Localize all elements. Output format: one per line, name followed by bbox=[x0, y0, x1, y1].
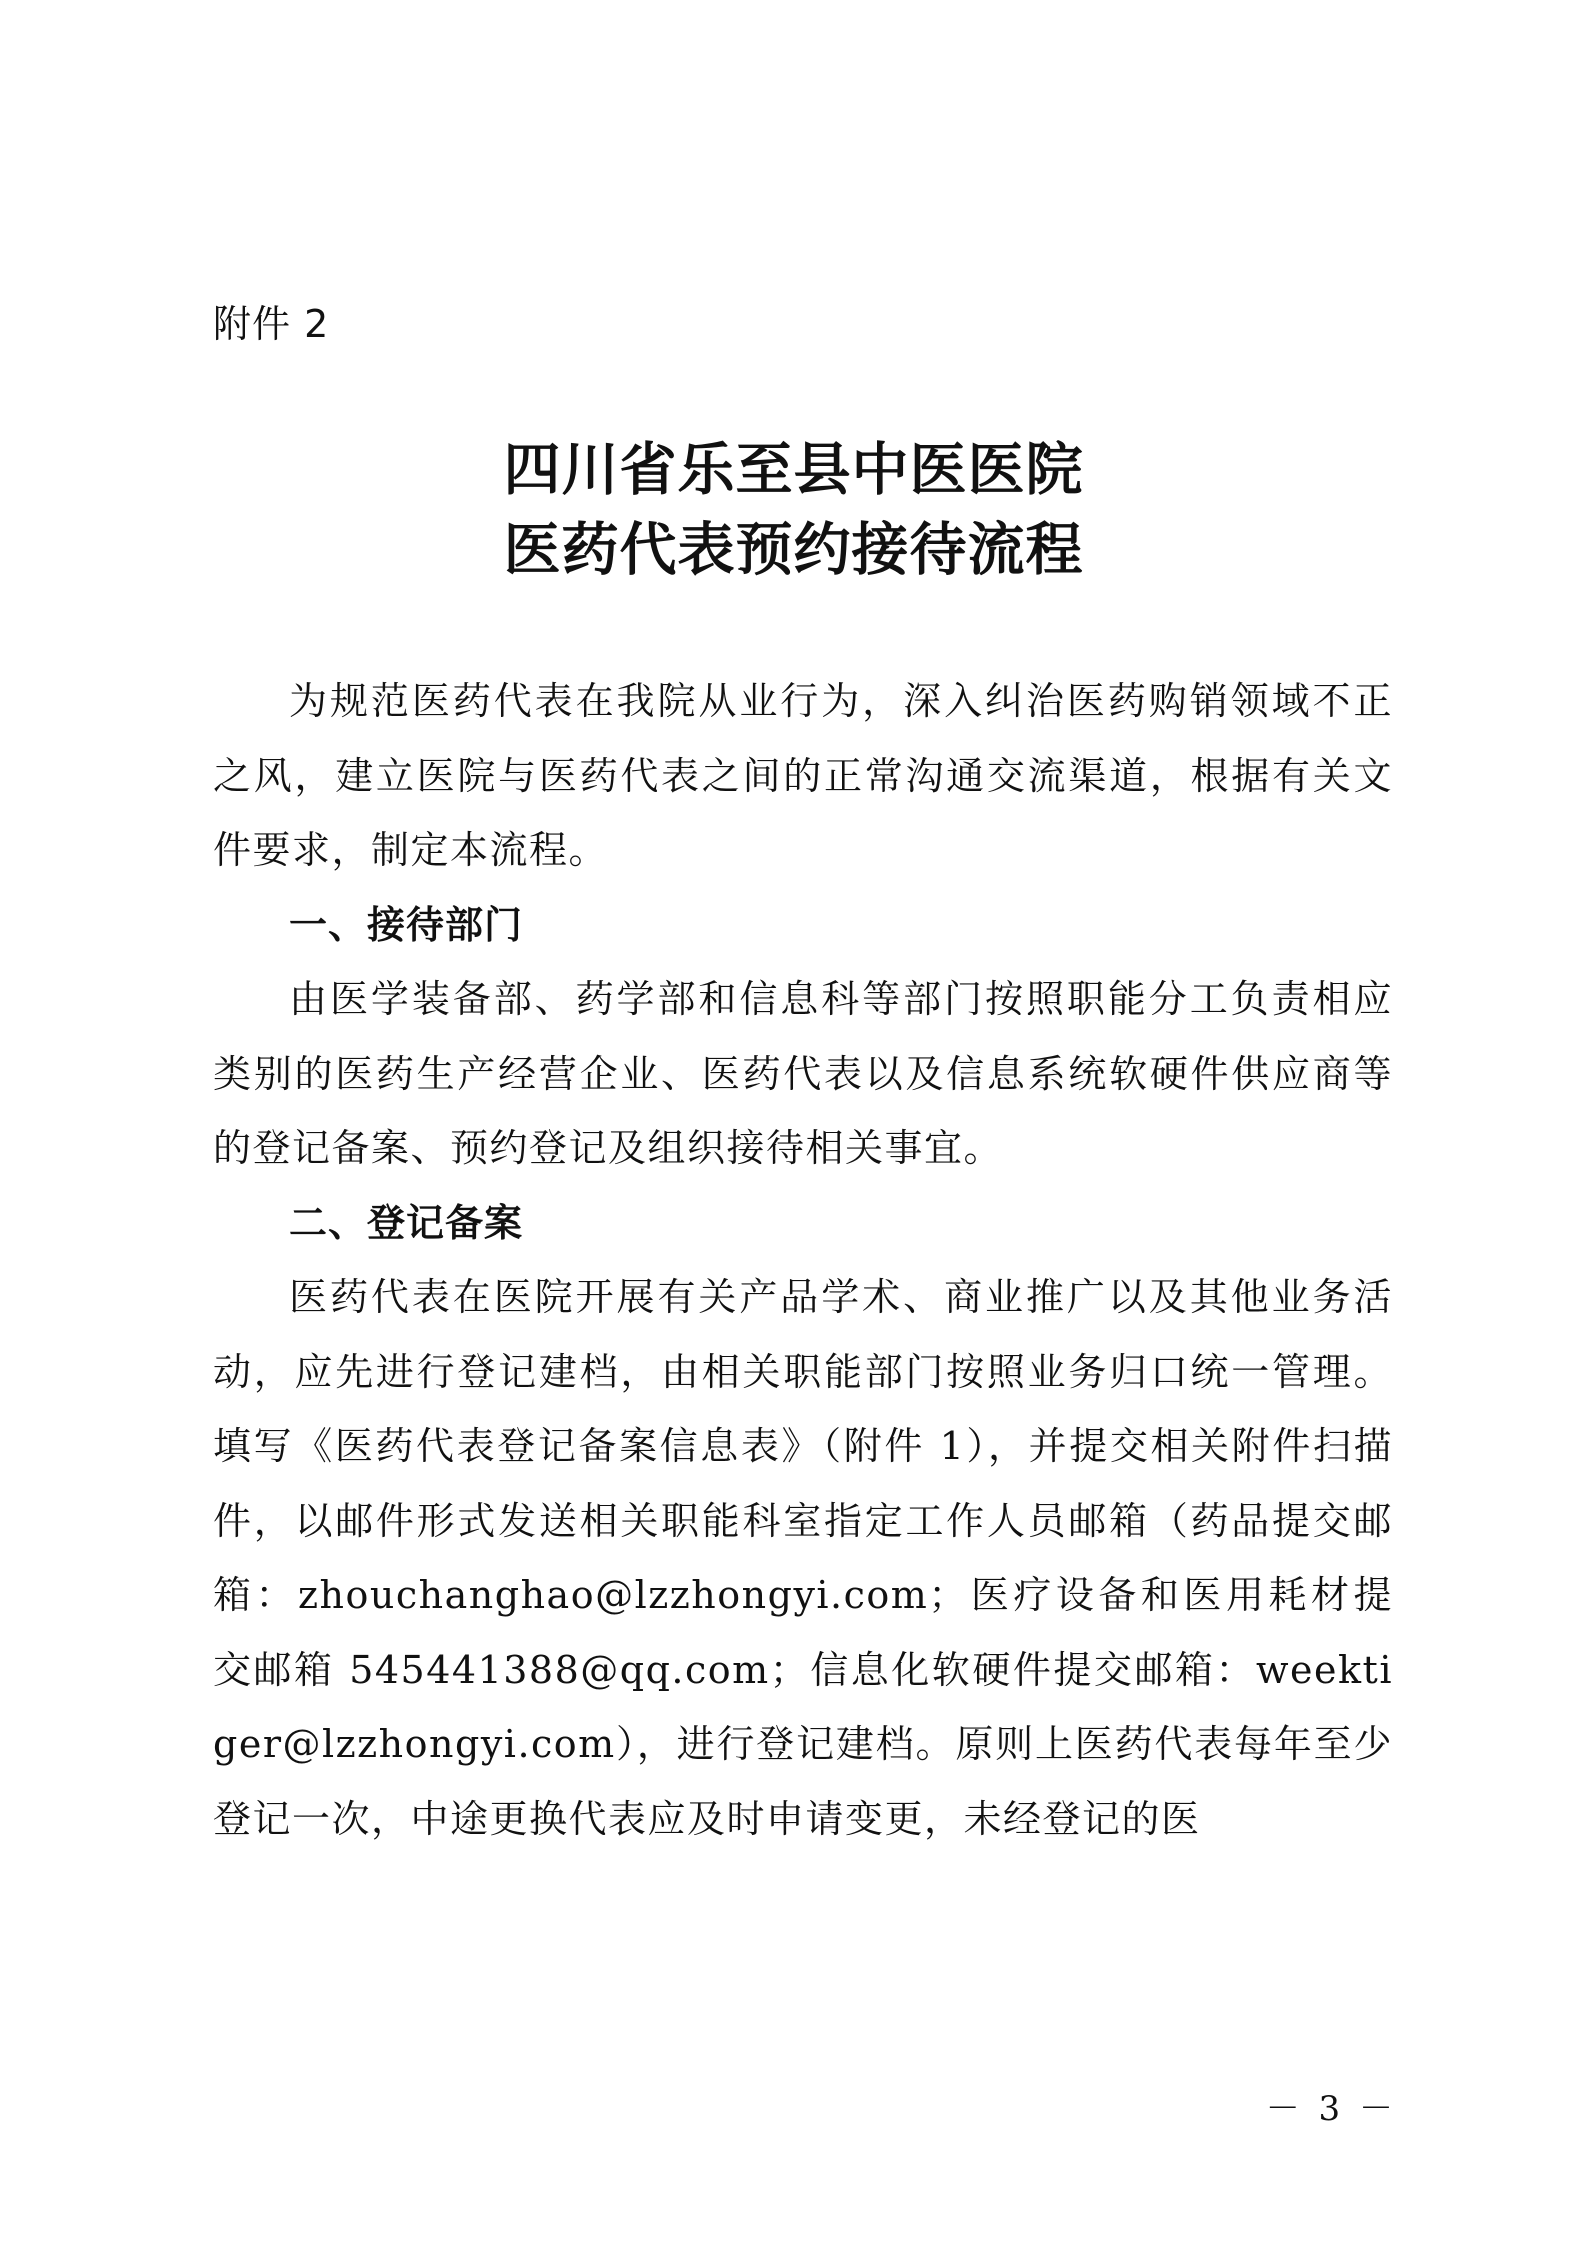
attachment-label: 附件 2 bbox=[213, 302, 330, 346]
document-body bbox=[213, 664, 1393, 1856]
title-line-1: 四川省乐至县中医医院 bbox=[503, 436, 1084, 503]
section-heading-registration: 二、登记备案 bbox=[289, 1200, 524, 1245]
section-heading-reception-department: 一、接待部门 bbox=[289, 902, 524, 947]
title-line-2: 医药代表预约接待流程 bbox=[503, 516, 1084, 583]
intro-paragraph: 为规范医药代表在我院从业行为，深入纠治医药购销领域不正之风，建立医院与医药代表之间的正常沟通交流渠道，根据有关文件要求，制定本流程。 bbox=[213, 679, 1393, 872]
section-paragraph-reception-department: 由医学装备部、药学部和信息科等部门按照职能分工负责相应类别的医药生产经营企业、医药代表以及信息系统软硬件供应商等的登记备案、预约登记及组织接待相关事宜。 bbox=[213, 977, 1393, 1170]
page-number: － 3 － bbox=[1265, 2089, 1397, 2129]
section-paragraph-registration: 医药代表在医院开展有关产品学术、商业推广以及其他业务活动，应先进行登记建档，由相关职能部门按照业务归口统一管理。填写《医药代表登记备案信息表》（附件 1），并提交相关附件扫描件，以邮件形式发送相关职能科室指定工作人员邮箱（药品提交邮箱：zhouchanghao@lzzhongyi.com；医疗设备和医用耗材提交邮箱 545441388@qq.com；信息化软硬件提交邮箱：weektiger@lzzhongyi.com），进行登记建档。原则上医药代表每年至少登记一次，中途更换代表应及时申请变更，未经登记的医 bbox=[213, 1275, 1393, 1841]
document-title bbox=[0, 430, 1587, 590]
